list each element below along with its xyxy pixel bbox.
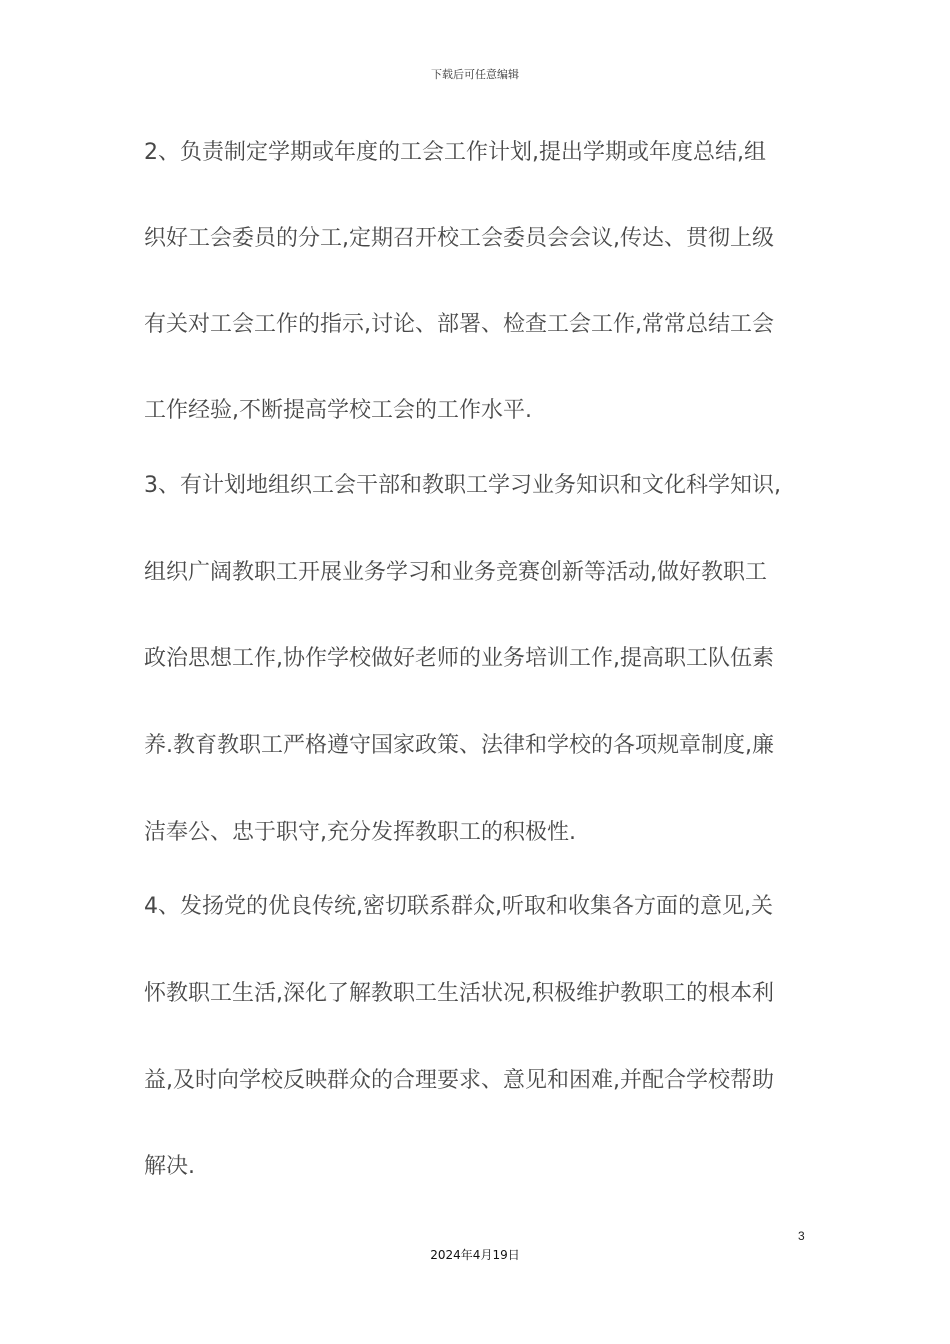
body-line: 怀教职工生活,深化了解教职工生活状况,积极维护教职工的根本利 xyxy=(144,981,774,1006)
body-line: 织好工会委员的分工,定期召开校工会委员会会议,传达、贯彻上级 xyxy=(144,226,774,251)
footer-date: 2024年4月19日 xyxy=(430,1248,520,1262)
body-line: 益,及时向学校反映群众的合理要求、意见和困难,并配合学校帮助 xyxy=(144,1068,774,1093)
body-line: 洁奉公、忠于职守,充分发挥教职工的积极性. xyxy=(144,820,576,845)
body-line: 有关对工会工作的指示,讨论、部署、检查工会工作,常常总结工会 xyxy=(144,312,774,337)
body-line: 组织广阔教职工开展业务学习和业务竞赛创新等活动,做好教职工 xyxy=(144,560,767,585)
body-line: 4、发扬党的优良传统,密切联系群众,听取和收集各方面的意见,关 xyxy=(144,894,773,919)
body-line: 3、有计划地组织工会干部和教职工学习业务知识和文化科学知识, xyxy=(144,473,781,498)
body-line: 2、负责制定学期或年度的工会工作计划,提出学期或年度总结,组 xyxy=(144,140,766,165)
body-line: 工作经验,不断提高学校工会的工作水平. xyxy=(144,398,532,423)
page-number: 3 xyxy=(798,1229,805,1243)
body-line: 政治思想工作,协作学校做好老师的业务培训工作,提高职工队伍素 xyxy=(144,646,774,671)
body-line: 解决. xyxy=(144,1154,195,1179)
header-note: 下载后可任意编辑 xyxy=(431,68,519,81)
body-line: 养.教育教职工严格遵守国家政策、法律和学校的各项规章制度,廉 xyxy=(144,733,774,758)
